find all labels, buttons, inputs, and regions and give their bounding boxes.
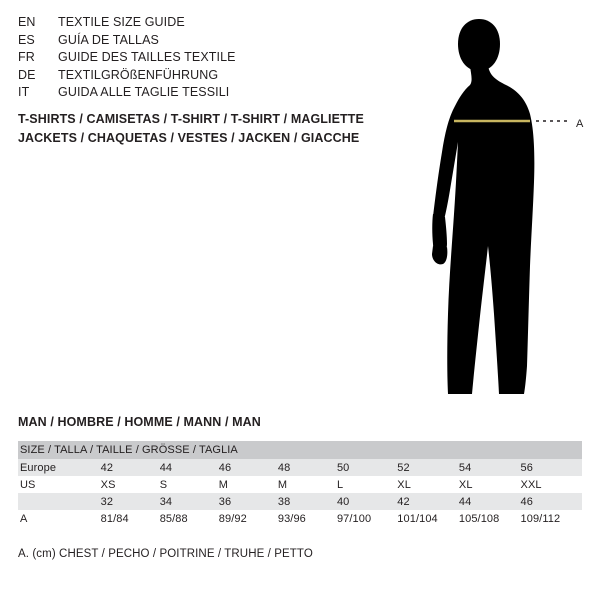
table-cell: 38: [278, 493, 337, 510]
table-cell: 50: [337, 459, 397, 476]
table-cell: XL: [459, 476, 521, 493]
language-code: FR: [18, 50, 35, 65]
table-cell: XS: [101, 476, 160, 493]
row-label: US: [18, 476, 101, 493]
table-footnote: A. (cm) CHEST / PECHO / POITRINE / TRUHE / PETTO: [18, 548, 313, 560]
measure-marker-label: A: [576, 118, 584, 130]
table-cell: 44: [160, 459, 219, 476]
table-cell: 93/96: [278, 510, 337, 527]
table-cell: 89/92: [219, 510, 278, 527]
category-block: [18, 110, 418, 148]
language-row: [18, 49, 398, 67]
figure-illustration: [400, 14, 600, 404]
language-title: TEXTILE SIZE GUIDE: [58, 15, 185, 29]
table-title: MAN / HOMBRE / HOMME / MANN / MAN: [18, 415, 261, 429]
table-cell: XXL: [521, 476, 582, 493]
table-row: [18, 493, 582, 510]
category-tshirts: T-SHIRTS / CAMISETAS / T-SHIRT / T-SHIRT / MAGLIETTE: [18, 112, 364, 126]
language-row: [18, 67, 398, 85]
table-cell: 42: [397, 493, 459, 510]
table-row: [18, 459, 582, 476]
table-cell: 46: [219, 459, 278, 476]
language-title: TEXTILGRÖßENFÜHRUNG: [58, 67, 219, 82]
table-cell: S: [160, 476, 219, 493]
language-header-block: [18, 14, 398, 102]
language-code: EN: [18, 15, 36, 29]
row-label: Europe: [18, 459, 101, 476]
table-cell: 46: [521, 493, 582, 510]
table-cell: 48: [278, 459, 337, 476]
table-header-row: [18, 441, 582, 459]
table-cell: 54: [459, 459, 521, 476]
category-jackets: JACKETS / CHAQUETAS / VESTES / JACKEN / GIACCHE: [18, 131, 360, 145]
table-cell: 101/104: [397, 510, 459, 527]
table-cell: 36: [219, 493, 278, 510]
table-row: [18, 510, 582, 527]
size-table: [18, 441, 582, 527]
row-label: [18, 493, 101, 510]
table-header-label: SIZE / TALLA / TAILLE / GRÖSSE / TAGLIA: [18, 441, 582, 459]
table-cell: 32: [101, 493, 160, 510]
language-row: [18, 32, 398, 50]
table-cell: 85/88: [160, 510, 219, 527]
table-cell: 52: [397, 459, 459, 476]
language-row: [18, 84, 398, 102]
table-cell: M: [278, 476, 337, 493]
table-cell: 109/112: [521, 510, 582, 527]
language-title: GUIDE DES TAILLES TEXTILE: [58, 50, 236, 65]
language-title: GUIDA ALLE TAGLIE TESSILI: [58, 85, 230, 100]
table-cell: 34: [160, 493, 219, 510]
table-cell: M: [219, 476, 278, 493]
table-cell: 97/100: [337, 510, 397, 527]
table-cell: 56: [521, 459, 582, 476]
table-cell: 105/108: [459, 510, 521, 527]
table-cell: 42: [101, 459, 160, 476]
table-cell: 40: [337, 493, 397, 510]
language-code: DE: [18, 67, 36, 82]
table-cell: 44: [459, 493, 521, 510]
table-cell: XL: [397, 476, 459, 493]
language-code: ES: [18, 32, 35, 47]
table-row: [18, 476, 582, 493]
table-cell: L: [337, 476, 397, 493]
language-code: IT: [18, 85, 30, 100]
row-label: A: [18, 510, 101, 527]
table-cell: 81/84: [101, 510, 160, 527]
language-row: [18, 14, 398, 32]
language-title: GUÍA DE TALLAS: [58, 32, 159, 47]
male-silhouette-icon: [400, 14, 600, 404]
